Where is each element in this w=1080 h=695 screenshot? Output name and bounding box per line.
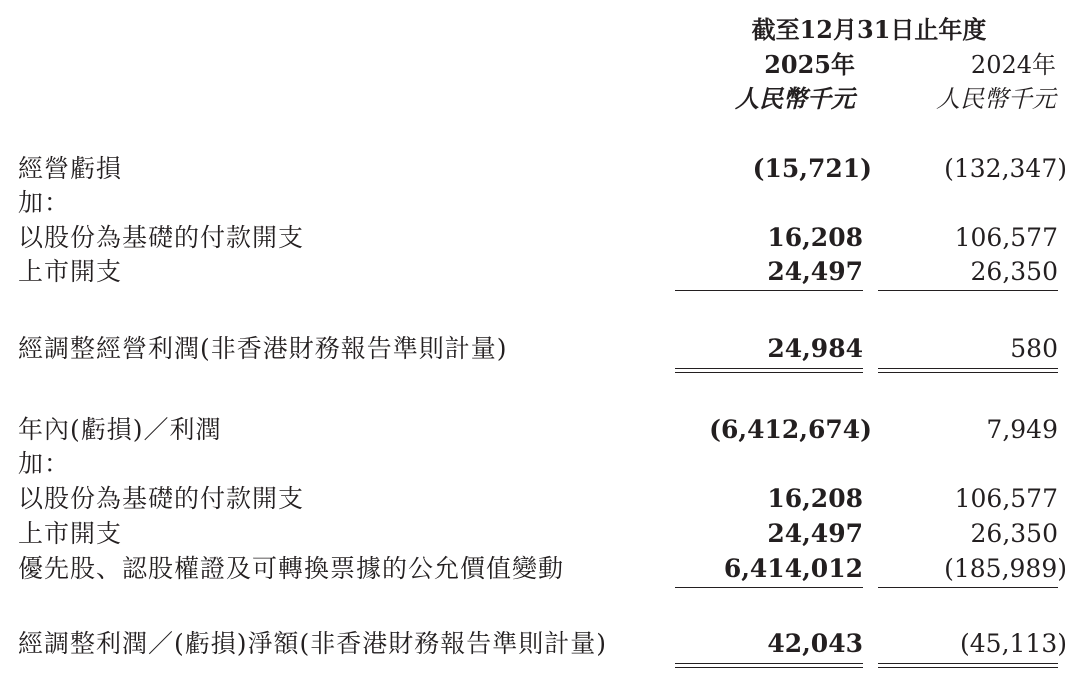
row-label-fair-value-changes: 優先股、認股權證及可轉換票據的公允價值變動 xyxy=(18,554,565,583)
column-header-unit-2025: 人民幣千元 xyxy=(735,84,855,113)
value-2025-share-based-payment: 16,208 xyxy=(767,484,863,513)
column-header-year-2024: 2024年 xyxy=(970,51,1056,79)
value-2025-fair-value-changes: 6,414,012 xyxy=(723,554,863,583)
subtotal-rule-2025 xyxy=(675,587,863,588)
value-2025-share-based-payment: 16,208 xyxy=(767,223,863,252)
value-2024-operating-loss: (132,347) xyxy=(944,154,1067,183)
row-label-adjusted-net-profit-loss: 經調整利潤／(虧損)淨額(非香港財務報告準則計量) xyxy=(18,629,608,658)
column-header-unit-2024: 人民幣千元 xyxy=(936,85,1056,113)
value-2025-listing-expenses: 24,497 xyxy=(767,257,863,286)
subtotal-rule-2024 xyxy=(878,587,1058,588)
row-label-add: 加： xyxy=(18,449,71,478)
row-label-adjusted-operating-profit: 經調整經營利潤(非香港財務報告準則計量) xyxy=(18,334,508,363)
value-2024-fair-value-changes: (185,989) xyxy=(944,554,1067,583)
total-double-rule-2025 xyxy=(675,368,863,373)
total-double-rule-2025 xyxy=(675,663,863,668)
row-label-add: 加： xyxy=(18,188,71,217)
value-2025-listing-expenses: 24,497 xyxy=(767,519,863,548)
value-2024-share-based-payment: 106,577 xyxy=(954,223,1058,252)
value-2024-adjusted-operating-profit: 580 xyxy=(1010,334,1058,363)
row-label-operating-loss: 經營虧損 xyxy=(18,154,123,183)
value-2024-share-based-payment: 106,577 xyxy=(954,484,1058,513)
subtotal-rule-2025 xyxy=(675,290,863,291)
value-2025-adjusted-net-profit-loss: 42,043 xyxy=(767,629,863,658)
value-2024-listing-expenses: 26,350 xyxy=(970,257,1058,286)
row-label-share-based-payment: 以股份為基礎的付款開支 xyxy=(18,223,305,252)
value-2024-profit-loss-for-year: 7,949 xyxy=(986,415,1058,444)
row-label-share-based-payment: 以股份為基礎的付款開支 xyxy=(18,484,305,513)
value-2024-listing-expenses: 26,350 xyxy=(970,519,1058,548)
value-2025-adjusted-operating-profit: 24,984 xyxy=(767,334,863,363)
row-label-profit-loss-for-year: 年內(虧損)／利潤 xyxy=(18,415,222,444)
column-header-year-2025: 2025年 xyxy=(764,50,855,79)
subtotal-rule-2024 xyxy=(878,290,1058,291)
row-label-listing-expenses: 上市開支 xyxy=(18,257,123,286)
total-double-rule-2024 xyxy=(878,368,1058,373)
value-2025-operating-loss: (15,721) xyxy=(752,154,872,183)
value-2024-adjusted-net-profit-loss: (45,113) xyxy=(960,629,1067,658)
total-double-rule-2024 xyxy=(878,663,1058,668)
row-label-listing-expenses: 上市開支 xyxy=(18,519,123,548)
column-header-period: 截至12月31日止年度 xyxy=(751,15,987,44)
value-2025-profit-loss-for-year: (6,412,674) xyxy=(709,415,872,444)
